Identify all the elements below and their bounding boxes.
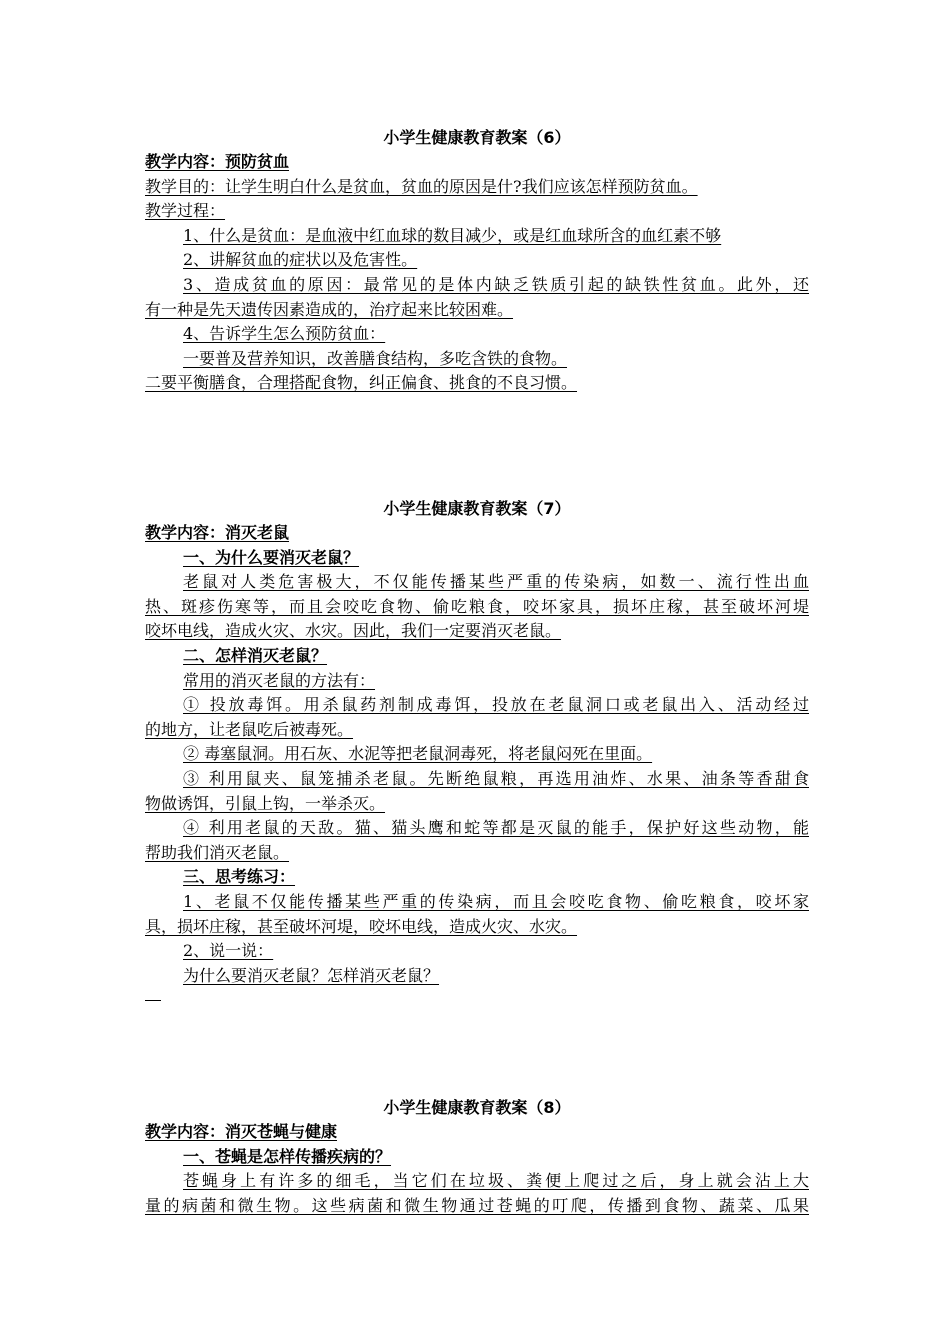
lesson-6 [145,126,809,396]
lesson-7-title: 小学生健康教育教案（7） [383,499,571,518]
lesson-7-t1a: 老鼠对人类危害极大，不仅能传播某些严重的传染病，如数一、流行性出血 [183,572,809,592]
lesson-8 [145,1096,809,1218]
lesson-7-t1b: 热、斑疹伤寒等，而且会咬吃食物、偷吃粮食，咬坏家具，损坏庄稼，甚至破坏河堤 [145,596,809,616]
lesson-7-e2: 2、说一说： [183,941,274,961]
lesson-6-p5: 一要普及营养知识，改善膳食结构，多吃含铁的食物。 [183,348,568,368]
lesson-7-t1c: 咬坏电线，造成火灾、水灾。因此，我们一定要消灭老鼠。 [145,621,562,641]
lesson-7-content: 教学内容：消灭老鼠 [145,523,290,542]
lesson-7-h2: 二、怎样消灭老鼠？ [183,645,328,665]
lesson-7-t2: 常用的消灭老鼠的方法有： [183,670,376,690]
lesson-7-h3: 三、思考练习： [183,867,296,887]
lesson-7-m1b: 的地方，让老鼠吃后被毒死。 [145,719,354,739]
lesson-6-p3a: 3、造成贫血的原因：最常见的是体内缺乏铁质引起的缺铁性贫血。此外，还 [183,274,809,294]
lesson-7-m1a: ① 投放毒饵。用杀鼠药剂制成毒饵，投放在老鼠洞口或老鼠出入、活动经过 [183,695,809,715]
lesson-7-h1: 一、为什么要消灭老鼠？ [183,547,360,567]
lesson-8-t1b: 量的病菌和微生物。这些病菌和微生物通过苍蝇的叮爬，传播到食物、蔬菜、瓜果 [145,1195,809,1215]
lesson-6-content: 教学内容：预防贫血 [145,152,290,171]
lesson-7-m3a: ③ 利用鼠夹、鼠笼捕杀老鼠。先断绝鼠粮，再选用油炸、水果、油条等香甜食 [183,768,809,788]
lesson-7-m4b: 帮助我们消灭老鼠。 [145,842,290,862]
lesson-6-title: 小学生健康教育教案（6） [383,128,571,147]
lesson-7-e1a: 1、老鼠不仅能传播某些严重的传染病，而且会咬吃食物、偷吃粮食，咬坏家 [183,891,809,911]
lesson-8-content: 教学内容：消灭苍蝇与健康 [145,1122,338,1141]
lesson-8-t1a: 苍蝇身上有许多的细毛，当它们在垃圾、粪便上爬过之后，身上就会沾上大 [183,1171,809,1191]
lesson-7 [145,497,809,1001]
lesson-8-h1: 一、苍蝇是怎样传播疾病的？ [183,1146,392,1166]
lesson-6-p4: 4、告诉学生怎么预防贫血： [183,324,386,344]
lesson-8-title: 小学生健康教育教案（8） [383,1098,571,1117]
lesson-7-e1b: 具，损坏庄稼，甚至破坏河堤，咬坏电线，造成火灾、水灾。 [145,916,578,936]
separator-dash [145,1000,161,1001]
lesson-6-goal: 教学目的：让学生明白什么是贫血，贫血的原因是什?我们应该怎样预防贫血。 [145,176,698,196]
lesson-6-p6: 二要平衡膳食，合理搭配食物，纠正偏食、挑食的不良习惯。 [145,373,578,393]
lesson-7-m4a: ④ 利用老鼠的天敌。猫、猫头鹰和蛇等都是灭鼠的能手，保护好这些动物，能 [183,818,809,838]
lesson-6-process: 教学过程： [145,201,226,221]
lesson-6-p2: 2、讲解贫血的症状以及危害性。 [183,250,418,270]
lesson-6-p1: 1、什么是贫血：是血液中红血球的数目减少，或是红血球所含的血红素不够 [183,225,722,245]
lesson-6-p3b: 有一种是先天遗传因素造成的，治疗起来比较困难。 [145,299,514,319]
lesson-7-m3b: 物做诱饵，引鼠上钩，一举杀灭。 [145,793,386,813]
lesson-7-m2: ② 毒塞鼠洞。用石灰、水泥等把老鼠洞毒死，将老鼠闷死在里面。 [183,744,653,764]
lesson-7-e3: 为什么要消灭老鼠？怎样消灭老鼠？ [183,965,440,985]
